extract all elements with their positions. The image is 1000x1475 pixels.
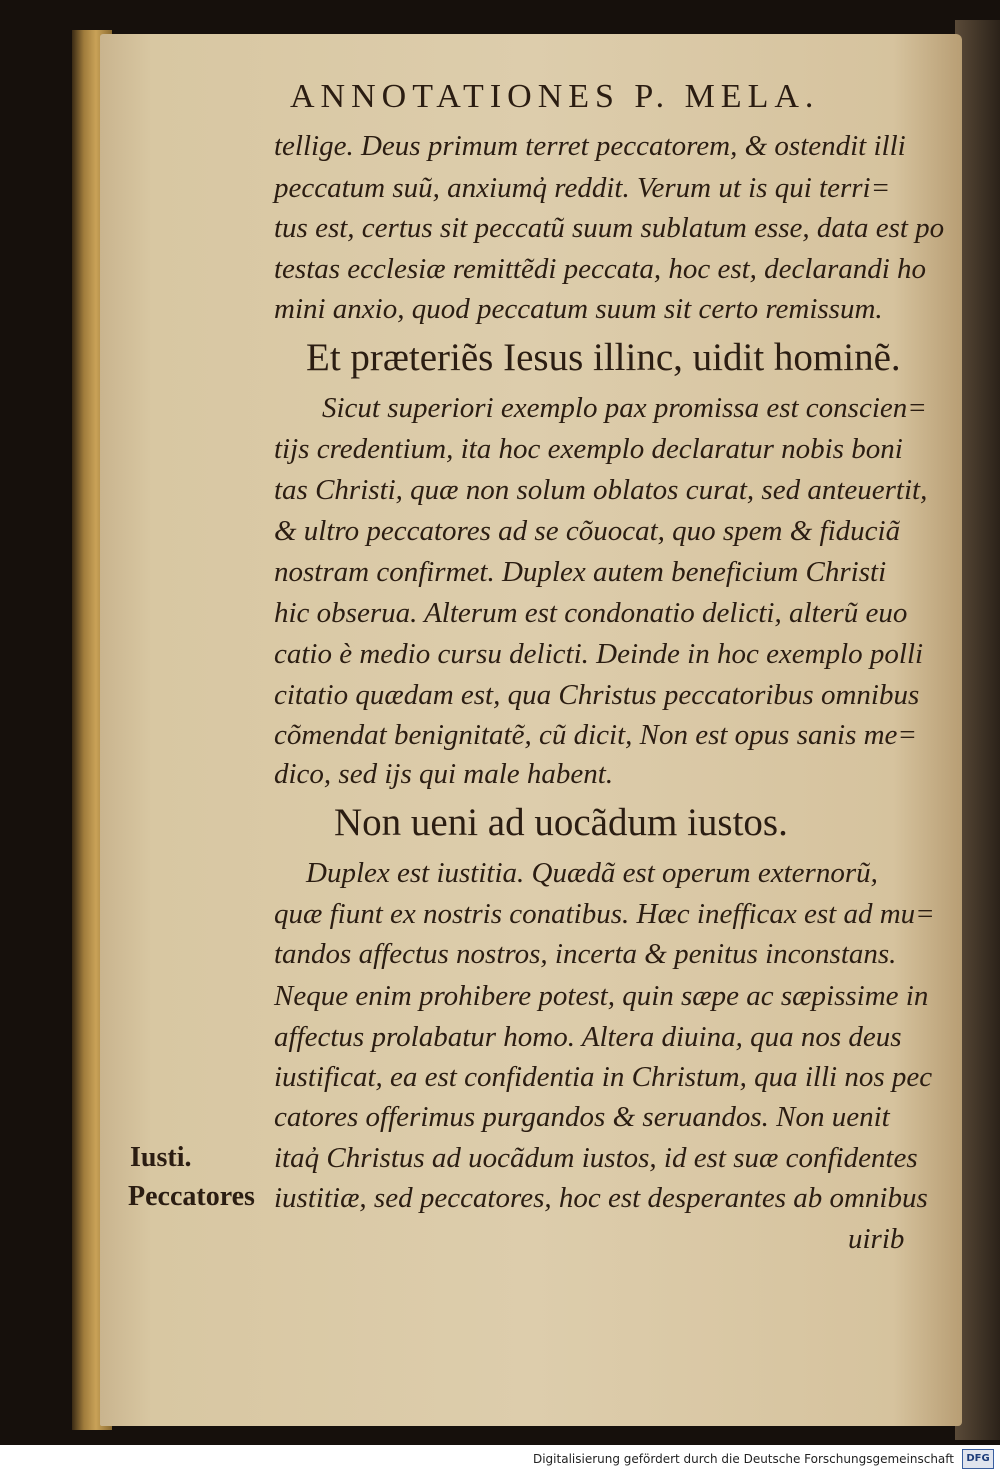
text-line: & ultro peccatores ad se cõuocat, quo spem & fiduciã [274,515,901,547]
text-line: hic obserua. Alterum est condonatio delicti, alterũ euo [274,597,908,629]
text-line: peccatum suũ, anxiumq̓ reddit. Verum ut is qui terri= [274,172,891,204]
catchword: uirib [848,1223,905,1255]
text-line: iustificat, ea est confidentia in Christum, qua illi nos pec [274,1061,933,1093]
text-line: catio è medio cursu delicti. Deinde in hoc exemplo polli [274,638,924,670]
text-line: itaq̓ Christus ad uocãdum iustos, id est suæ confidentes [274,1142,918,1174]
text-line: tijs credentium, ita hoc exemplo declaratur nobis boni [274,433,903,465]
text-line: tellige. Deus primum terret peccatorem, & ostendit illi [274,130,906,162]
running-head: ANNOTATIONES P. MELA. [290,78,820,115]
text-line: nostram confirmet. Duplex autem beneficium Christi [274,556,887,588]
section-heading: Non ueni ad uocãdum iustos. [334,801,788,844]
text-line: affectus prolabatur homo. Altera diuina, qua nos deus [274,1021,902,1053]
margin-note: Iusti. [130,1142,192,1173]
text-line: testas ecclesiæ remittẽdi peccata, hoc est, declarandi ho [274,253,927,285]
text-line: quæ fiunt ex nostris conatibus. Hæc inefficax est ad mu= [274,898,935,930]
margin-note: Peccatores [128,1181,255,1212]
text-line: dico, sed ijs qui male habent. [274,758,614,790]
text-line: catores offerimus purgandos & seruandos. Non uenit [274,1101,890,1133]
text-line: tas Christi, quæ non solum oblatos curat, sed anteuertit, [274,474,928,506]
text-line: citatio quædam est, qua Christus peccatoribus omnibus [274,679,920,711]
text-line: tus est, certus sit peccatũ suum sublatum esse, data est po [274,212,945,244]
text-line: Sicut superiori exemplo pax promissa est conscien= [322,392,927,424]
text-line: cõmendat benignitatẽ, cũ dicit, Non est opus sanis me= [274,719,917,751]
section-heading: Et præteriẽs Iesus illinc, uidit hominẽ. [306,336,901,379]
text-line: mini anxio, quod peccatum suum sit certo remissum. [274,293,883,325]
text-line: tandos affectus nostros, incerta & penitus inconstans. [274,938,897,970]
text-line: Neque enim prohibere potest, quin sæpe ac sæpissime in [274,980,929,1012]
text-line: iustitiæ, sed peccatores, hoc est desperantes ab omnibus [274,1182,928,1214]
text-line: Duplex est iustitia. Quædã est operum externorũ, [306,857,878,889]
footer-credit: Digitalisierung gefördert durch die Deutsche Forschungsgemeinschaft [532,1452,954,1466]
dfg-logo-icon: DFG [962,1449,994,1469]
